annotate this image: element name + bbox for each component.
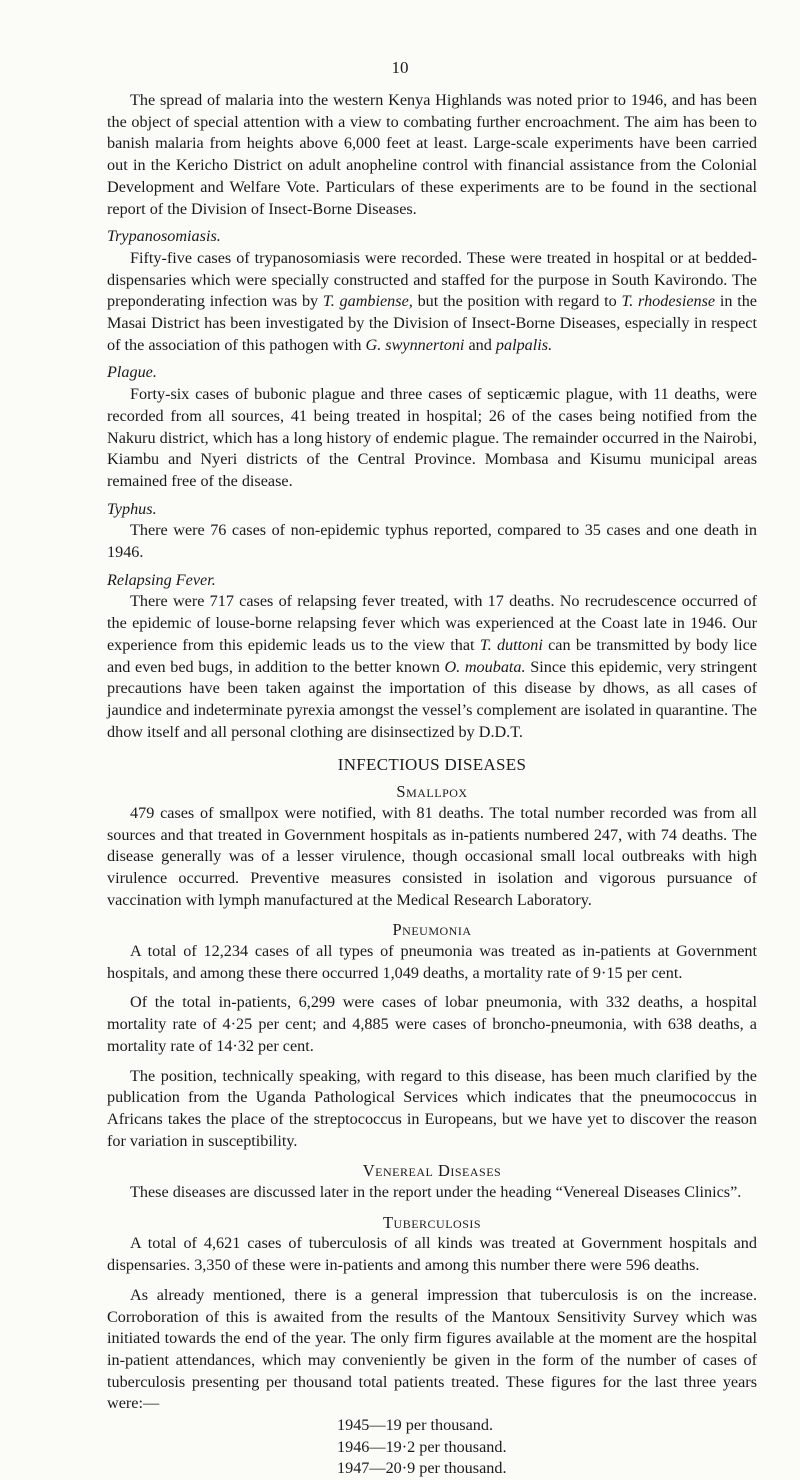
figure-line: 1945—19 per thousand. (337, 1416, 494, 1435)
heading-smallpox: Smallpox (396, 782, 468, 802)
figure-line: 1946—19·2 per thousand. (337, 1437, 507, 1456)
paragraph-pneumonia-1: A total of 12,234 cases of all types of pneumonia was treated as in-patients at Government hospitals, and among these there occurred 1,049 deaths, a mortality rate of 9·15 per cent. (107, 942, 757, 982)
tuberculosis-figures-list (337, 1415, 757, 1480)
paragraph-smallpox: 479 cases of smallpox were notified, with 81 deaths. The total number recorded was from all sources and that treated in Government hospitals as in-patients numbered 247, with 74 deaths. The disease generally was of a lesser virulence, though occasional small local outbreaks with high virulence occurred. Preventive measures consisted in isolation and vigorous pursuance of vaccination with lymph manufactured at the Medical Research Laboratory. (107, 803, 757, 909)
heading-relapsing-fever: Relapsing Fever. (107, 570, 216, 589)
document-body (107, 90, 757, 1480)
paragraph-plague: Forty-six cases of bubonic plague and three cases of septicæmic plague, with 11 deaths, were recorded from all sources, 41 being treated in hospital; 26 of the cases being notified from the Nakuru district, which has a long history of endemic plague. The remainder occurred in the Nairobi, Kiambu and Nyeri districts of the Central Province. Mombasa and Kisumu municipal areas remained free of the disease. (107, 385, 757, 490)
paragraph-tuberculosis-2: As already mentioned, there is a general impression that tuberculosis is on the increase. Corroboration of this is awaited from the results of the Mantoux Sensitivity Survey which was initiated towards the end of the year. The only firm figures available at the moment are the hospital in-patient attendances, which may conveniently be given in the form of the number of cases of tuberculosis presenting per thousand total patients treated. These figures for the last three years were:— (107, 1285, 757, 1413)
paragraph-typhus: There were 76 cases of non-epidemic typhus reported, compared to 35 cases and one death in 1946. (107, 521, 757, 562)
paragraph-malaria: The spread of malaria into the western Kenya Highlands was noted prior to 1946, and has been the object of special attention with a view to combating further encroachment. The aim has been to banish malaria from heights above 6,000 feet at least. Large-scale experiments have been carried out in the Kericho District on adult anopheline control with financial assistance from the Colonial Development and Welfare Vote. Particulars of these experiments are to be found in the sectional report of the Division of Insect-Borne Diseases. (107, 91, 757, 218)
paragraph-trypanosomiasis: Fifty-five cases of trypanosomiasis were recorded. These were treated in hospital or at bedded-dispensaries which were specially constructed and staffed for the purpose in South Kavirondo. The preponderating infection was by T. gambiense, but the position with regard to T. rhodesiense in the Masai District has been investigated by the Division of Insect-Borne Diseases, especially in respect of the association of this pathogen with G. swynnertoni and palpalis. (107, 248, 757, 354)
heading-infectious-diseases: INFECTIOUS DISEASES (337, 755, 527, 775)
paragraph-pneumonia-2: Of the total in-patients, 6,299 were cases of lobar pneumonia, with 332 deaths, a hospital mortality rate of 4·25 per cent; and 4,885 were cases of broncho-pneumonia, with 638 deaths, a mortality rate of 14·32 per cent. (107, 993, 757, 1055)
page-number: 10 (391, 58, 409, 77)
paragraph-relapsing-fever: There were 717 cases of relapsing fever treated, with 17 deaths. No recrudescence occurred of the epidemic of louse-borne relapsing fever which was experienced at the Coast late in 1946. Our experience from this epidemic leads us to the view that T. duttoni can be transmitted by body lice and even bed bugs, in addition to the better known O. moubata. Since this epidemic, very stringent precautions have been taken against the importation of this disease by dhows, as all cases of jaundice and indeterminate pyrexia amongst the vessel’s complement are isolated in quarantine. The dhow itself and all personal clothing are disinsectized by D.D.T. (107, 592, 757, 741)
paragraph-venereal-diseases: These diseases are discussed later in the report under the heading “Venereal Diseases Clinics”. (130, 1183, 742, 1202)
heading-tuberculosis: Tuberculosis (382, 1212, 482, 1232)
heading-typhus: Typhus. (107, 499, 157, 518)
figure-line: 1947—20·9 per thousand. (337, 1459, 507, 1478)
heading-pneumonia: Pneumonia (392, 920, 472, 940)
heading-plague: Plague. (107, 363, 157, 382)
paragraph-tuberculosis-1: A total of 4,621 cases of tuberculosis of all kinds was treated at Government hospitals and dispensaries. 3,350 of these were in-patients and among this number there were 596 deaths. (107, 1234, 757, 1275)
heading-trypanosomiasis: Trypanosomiasis. (107, 227, 221, 246)
paragraph-pneumonia-3: The position, technically speaking, with regard to this disease, has been much clarified by the publication from the Uganda Pathological Services which indicates that the pneumococcus in Africans takes the place of the streptococcus in Europeans, but we have yet to discover the reason for variation in susceptibility. (107, 1066, 757, 1150)
heading-venereal-diseases: Venereal Diseases (362, 1161, 502, 1181)
